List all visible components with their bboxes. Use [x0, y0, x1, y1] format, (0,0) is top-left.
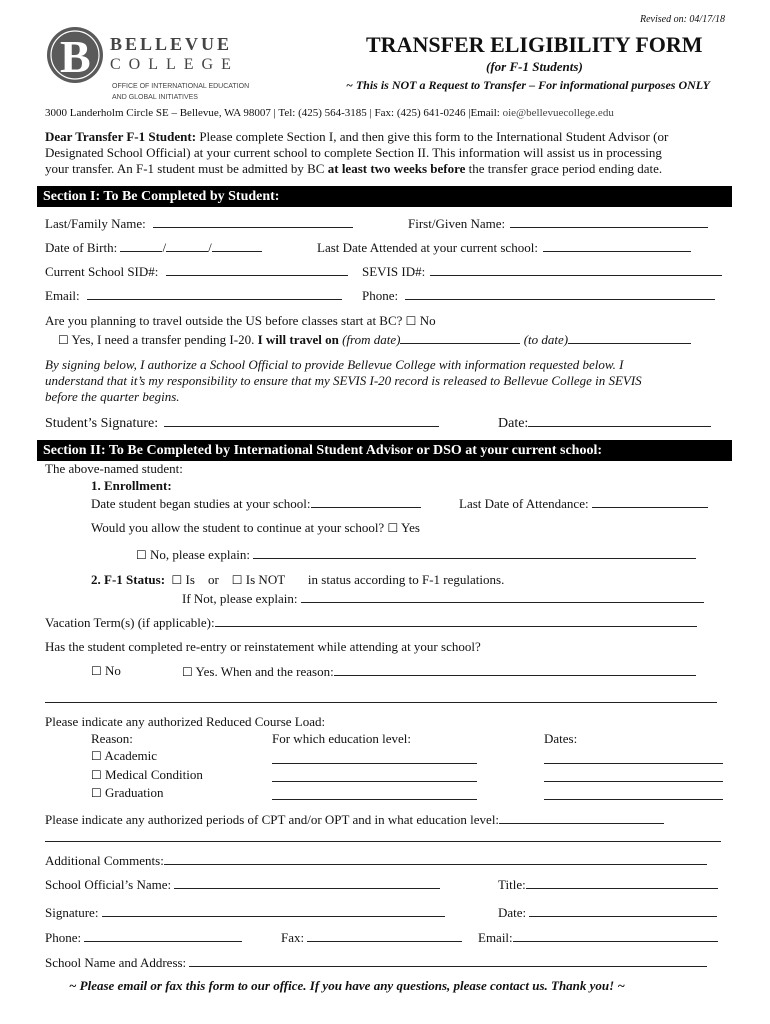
- to-date-field[interactable]: [568, 331, 691, 344]
- continue-yes-checkbox[interactable]: ☐: [387, 521, 399, 535]
- row-travel-question: [45, 313, 436, 329]
- rcl-medical-option: [91, 767, 203, 783]
- travel-yes-checkbox[interactable]: ☐: [58, 333, 69, 347]
- logo-office-line2: AND GLOBAL INITIATIVES: [112, 94, 198, 101]
- intro-text3-bold: at least two weeks before: [327, 161, 466, 176]
- travel-yes-label: Yes, I need a transfer pending I-20.: [71, 332, 255, 347]
- vacation-field[interactable]: [215, 614, 697, 627]
- consent-paragraph: [45, 357, 642, 405]
- rcl-graduation-option: [91, 785, 164, 801]
- last-name-label: Last/Family Name:: [45, 216, 146, 231]
- student-date-label: Date:: [498, 416, 529, 431]
- official-title-field[interactable]: [526, 876, 718, 889]
- vacation-label: Vacation Term(s) (if applicable):: [45, 615, 215, 630]
- form-note: ~ This is NOT a Request to Transfer – For informational purposes ONLY: [346, 78, 710, 92]
- intro-text3: your transfer. An F-1 student must be admitted by BC: [45, 161, 328, 176]
- above-named-student: The above-named student:: [45, 461, 183, 476]
- status-is-not-label: Is NOT: [245, 572, 286, 587]
- continue-no-label: No, please explain:: [150, 547, 251, 562]
- official-fax-field[interactable]: [307, 929, 462, 942]
- official-email-label: Email:: [478, 930, 513, 945]
- last-name-field[interactable]: [153, 215, 353, 228]
- row-phone: [362, 287, 715, 304]
- row-travel-yes: [58, 331, 691, 348]
- last-attendance-label: Last Date of Attendance:: [459, 496, 589, 511]
- row-continue-no: [136, 546, 696, 563]
- official-signature-label: Signature:: [45, 905, 99, 920]
- status-is-checkbox[interactable]: ☐: [171, 573, 183, 587]
- form-title: TRANSFER ELIGIBILITY FORM: [366, 32, 703, 57]
- began-label: Date student began studies at your school:: [91, 496, 311, 511]
- first-name-field[interactable]: [510, 215, 708, 228]
- consent-line3: before the quarter begins.: [45, 389, 180, 404]
- intro-text3-end: the transfer grace period ending date.: [465, 161, 663, 176]
- in-status-label: in status according to F-1 regulations.: [307, 572, 505, 587]
- from-date-label: (from date): [338, 332, 401, 347]
- travel-no-checkbox[interactable]: ☐: [405, 314, 417, 328]
- from-date-field[interactable]: [400, 331, 520, 344]
- logo-office-line1: OFFICE OF INTERNATIONAL EDUCATION: [112, 83, 250, 90]
- row-official-name: [45, 876, 440, 893]
- row-student-signature: [45, 414, 439, 432]
- official-email-field[interactable]: [513, 929, 718, 942]
- rcl-medical-level-field[interactable]: [272, 781, 477, 782]
- section2-heading: Section II: To Be Completed by International Student Advisor or DSO at your current school:: [37, 440, 732, 461]
- logo-letter: B: [60, 31, 91, 82]
- row-last-attendance: [459, 495, 708, 512]
- rcl-reason-header: Reason:: [91, 731, 133, 746]
- rcl-medical-checkbox[interactable]: ☐: [91, 768, 102, 782]
- rcl-academic-level-field[interactable]: [272, 763, 477, 764]
- row-f1-status: [91, 572, 504, 588]
- status-is-not-checkbox[interactable]: ☐: [231, 573, 243, 587]
- reentry-reason-field[interactable]: [334, 663, 696, 676]
- row-email: [45, 287, 342, 304]
- consent-line2: understand that it’s my responsibility to ensure that my SEVIS I-20 record is released to Bellevue College in SEVIS: [45, 373, 642, 388]
- official-signature-field[interactable]: [102, 904, 445, 917]
- comments-label: Additional Comments:: [45, 853, 164, 868]
- official-name-field[interactable]: [174, 876, 440, 889]
- official-name-label: School Official’s Name:: [45, 877, 172, 892]
- row-official-title: [498, 876, 718, 893]
- dob-day-field[interactable]: [166, 239, 208, 252]
- row-names: [45, 215, 353, 232]
- row-last-attended: [317, 239, 691, 256]
- continue-yes-label: Yes: [401, 520, 420, 535]
- began-field[interactable]: [311, 495, 421, 508]
- row-first-name: [408, 215, 708, 232]
- phone-field[interactable]: [405, 287, 715, 300]
- rcl-graduation-dates-field[interactable]: [544, 799, 723, 800]
- dob-month-field[interactable]: [120, 239, 162, 252]
- row-official-email: [478, 929, 718, 946]
- rcl-heading: Please indicate any authorized Reduced Course Load:: [45, 714, 326, 729]
- reentry-no-label: No: [105, 663, 121, 678]
- row-cpt: [45, 811, 664, 828]
- dob-slash-1: /: [162, 240, 167, 255]
- reentry-yes-checkbox[interactable]: ☐: [182, 665, 193, 679]
- intro-paragraph: [45, 129, 668, 177]
- reentry-reason-line2[interactable]: [45, 702, 717, 703]
- sevis-label: SEVIS ID#:: [362, 264, 426, 279]
- cpt-field[interactable]: [499, 811, 664, 824]
- rcl-level-header: For which education level:: [272, 731, 411, 746]
- row-official-date: [498, 904, 717, 921]
- official-title-label: Title:: [498, 877, 526, 892]
- row-reentry-yes: [182, 663, 696, 680]
- last-attended-field[interactable]: [543, 239, 691, 252]
- logo-word-bellevue: BELLEVUE: [110, 34, 233, 54]
- row-sevis: [362, 263, 722, 280]
- rcl-academic-option: [91, 748, 157, 764]
- rcl-dates-header: Dates:: [544, 731, 578, 746]
- phone-label: Phone:: [362, 288, 399, 303]
- row-official-signature: [45, 904, 445, 921]
- dob-year-field[interactable]: [212, 239, 262, 252]
- comments-field[interactable]: [164, 852, 707, 865]
- row-sid: [45, 263, 348, 280]
- rcl-academic-label: Academic: [104, 748, 158, 763]
- section1-heading: Section I: To Be Completed by Student:: [37, 186, 732, 207]
- college-logo: [46, 26, 286, 106]
- footer-note: ~ Please email or fax this form to our office. If you have any questions, please contact us. Thank you! ~: [69, 978, 625, 993]
- school-address-label: School Name and Address:: [45, 955, 187, 970]
- continue-question: Would you allow the student to continue at your school?: [91, 520, 385, 535]
- row-official-fax: [281, 929, 462, 946]
- will-travel-label: I will travel on: [254, 332, 339, 347]
- consent-line1: By signing below, I authorize a School Official to provide Bellevue College with information requested below. I: [45, 357, 624, 372]
- row-school-address: [45, 954, 707, 971]
- contact-text: 3000 Landerholm Circle SE – Bellevue, WA 98007 | Tel: (425) 564-3185 | Fax: (425) 641-0246 |Email:: [45, 107, 503, 119]
- intro-greeting: Dear Transfer F-1 Student:: [45, 129, 197, 144]
- enrollment-heading: 1. Enrollment:: [91, 478, 172, 493]
- sevis-field[interactable]: [430, 263, 722, 276]
- rcl-medical-dates-field[interactable]: [544, 781, 723, 782]
- row-reentry-answer: [91, 663, 121, 679]
- status-is-label: Is: [185, 572, 195, 587]
- contact-line: [45, 107, 614, 119]
- rcl-medical-label: Medical Condition: [105, 767, 203, 782]
- dob-label: Date of Birth:: [45, 240, 118, 255]
- student-date-field[interactable]: [528, 414, 711, 427]
- reentry-no-checkbox[interactable]: ☐: [91, 664, 102, 678]
- intro-text1: Please complete Section I, and then give this form to the International Student Advisor (or: [196, 129, 669, 144]
- continue-no-checkbox[interactable]: ☐: [136, 548, 147, 562]
- reentry-question: Has the student completed re-entry or reinstatement while attending at your school?: [45, 639, 481, 654]
- student-signature-label: Student’s Signature:: [45, 416, 159, 431]
- row-continue: [91, 520, 420, 536]
- email-label: Email:: [45, 288, 80, 303]
- status-or-label: or: [207, 572, 219, 587]
- to-date-label: (to date): [520, 332, 569, 347]
- email-field[interactable]: [87, 287, 342, 300]
- cpt-line2[interactable]: [45, 841, 721, 842]
- school-address-field[interactable]: [189, 954, 707, 967]
- f1-status-label: 2. F-1 Status:: [91, 572, 166, 587]
- contact-email-link[interactable]: oie@bellevuecollege.edu: [502, 107, 614, 119]
- official-phone-label: Phone:: [45, 930, 82, 945]
- last-attended-label: Last Date Attended at your current school:: [317, 240, 538, 255]
- continue-no-explain-field[interactable]: [253, 546, 696, 559]
- official-date-field[interactable]: [529, 904, 717, 917]
- if-not-explain-field[interactable]: [301, 590, 704, 603]
- row-if-not: [182, 590, 704, 607]
- row-comments: [45, 852, 707, 869]
- rcl-academic-checkbox[interactable]: ☐: [91, 749, 102, 763]
- dob-slash-2: /: [208, 240, 212, 255]
- row-vacation: [45, 614, 697, 631]
- last-attendance-field[interactable]: [592, 495, 708, 508]
- sid-label: Current School SID#:: [45, 264, 159, 279]
- student-signature-field[interactable]: [164, 414, 439, 427]
- travel-question: Are you planning to travel outside the US before classes start at BC?: [45, 313, 403, 328]
- official-phone-field[interactable]: [84, 929, 242, 942]
- first-name-label: First/Given Name:: [408, 216, 506, 231]
- official-fax-label: Fax:: [281, 930, 305, 945]
- rcl-graduation-label: Graduation: [105, 785, 164, 800]
- row-dob: [45, 239, 262, 256]
- form-subtitle: (for F-1 Students): [486, 59, 583, 74]
- row-began: [91, 495, 421, 512]
- rcl-graduation-level-field[interactable]: [272, 799, 477, 800]
- official-date-label: Date:: [498, 905, 527, 920]
- cpt-label: Please indicate any authorized periods of CPT and/or OPT and in what education level:: [45, 812, 500, 827]
- intro-text2: Designated School Official) at your current school to complete Section II. This information will assist us in processing: [45, 145, 662, 160]
- rcl-graduation-checkbox[interactable]: ☐: [91, 786, 102, 800]
- rcl-academic-dates-field[interactable]: [544, 763, 723, 764]
- travel-no-label: No: [419, 313, 436, 328]
- row-official-phone: [45, 929, 242, 946]
- if-not-label: If Not, please explain:: [182, 591, 298, 606]
- revised-date: Revised on: 04/17/18: [640, 14, 725, 25]
- reentry-yes-label: Yes. When and the reason:: [195, 664, 334, 679]
- sid-field[interactable]: [166, 263, 348, 276]
- row-student-date: [498, 414, 711, 432]
- logo-word-college: COLLEGE: [110, 56, 239, 73]
